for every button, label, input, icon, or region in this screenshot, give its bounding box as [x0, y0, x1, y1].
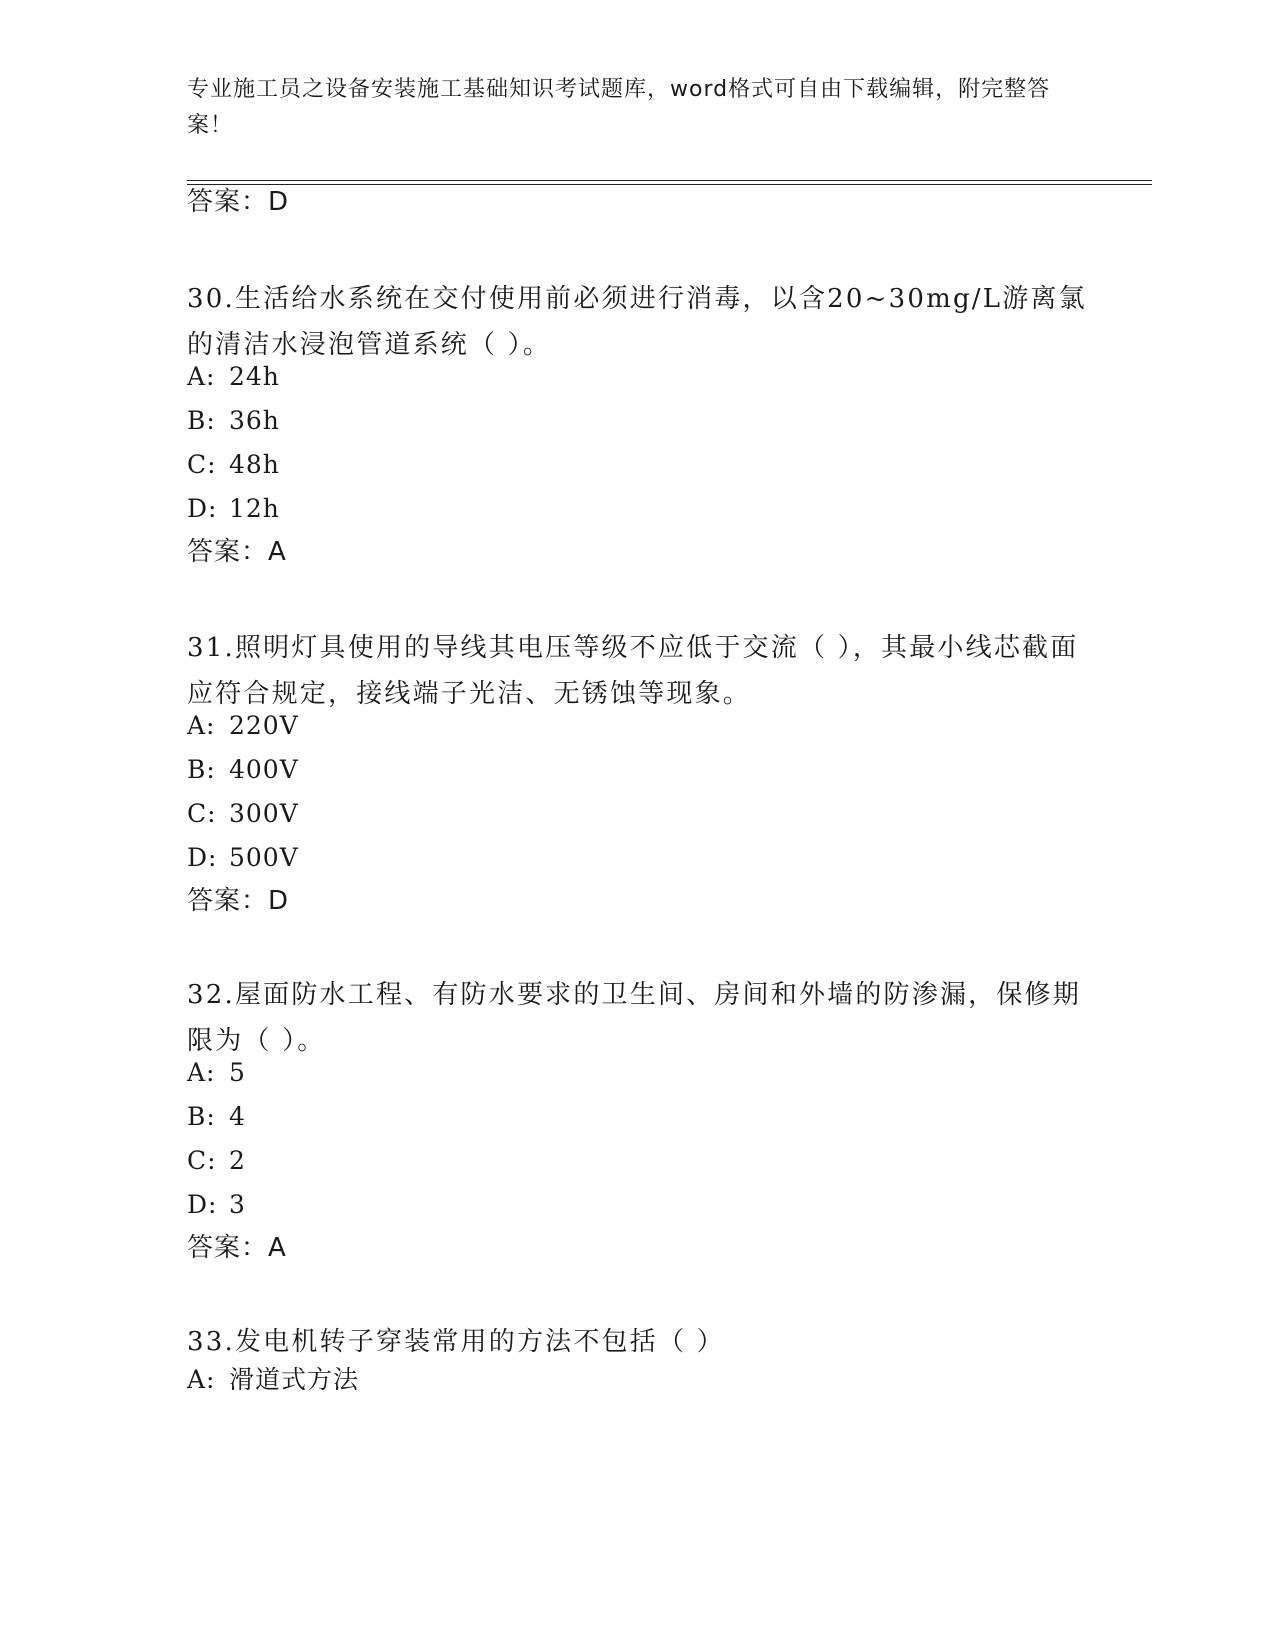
document-header: 专业施工员之设备安装施工基础知识考试题库，word格式可自由下载编辑，附完整答案！	[187, 77, 1051, 138]
question-stem: 31.照明灯具使用的导线其电压等级不应低于交流（ ），其最小线芯截面应符合规定，接线端子光洁、无锈蚀等现象。	[187, 633, 1079, 709]
option-text: 滑道式方法	[229, 1365, 360, 1394]
option-item	[187, 842, 299, 874]
option-item	[187, 1189, 246, 1221]
option-label: C:	[187, 799, 217, 828]
option-label: D:	[187, 1190, 218, 1219]
answer-line: 答案：A	[187, 1233, 287, 1263]
option-item	[187, 1364, 359, 1396]
option-label: A:	[187, 1365, 216, 1394]
question-stem: 32.屋面防水工程、有防水要求的卫生间、房间和外墙的防渗漏，保修期限为（ ）。	[187, 980, 1081, 1056]
option-label: A:	[187, 362, 216, 391]
option-text: 4	[229, 1102, 246, 1131]
option-label: B:	[187, 1102, 216, 1131]
option-item	[187, 1145, 246, 1177]
option-text: 12h	[229, 494, 280, 523]
option-text: 400V	[229, 755, 299, 784]
option-item	[187, 1101, 246, 1133]
option-label: A:	[187, 711, 216, 740]
answer-line: 答案：D	[187, 886, 290, 916]
option-label: C:	[187, 1146, 217, 1175]
option-text: 500V	[229, 843, 299, 872]
option-label: B:	[187, 406, 216, 435]
option-label: B:	[187, 755, 216, 784]
option-item	[187, 449, 280, 481]
option-text: 2	[229, 1146, 246, 1175]
option-text: 5	[229, 1058, 246, 1087]
question-stem: 33.发电机转子穿装常用的方法不包括（ ）	[187, 1327, 725, 1357]
question-stem: 30.生活给水系统在交付使用前必须进行消毒，以含20~30mg/L游离氯的清洁水浸泡管道系统（ ）。	[187, 284, 1087, 360]
option-label: D:	[187, 494, 218, 523]
option-item	[187, 361, 280, 393]
answer-line: 答案：D	[187, 187, 290, 217]
option-label: A:	[187, 1058, 216, 1087]
option-text: 24h	[229, 362, 280, 391]
option-text: 300V	[229, 799, 299, 828]
header-divider-top	[187, 180, 1152, 181]
option-label: C:	[187, 450, 217, 479]
option-text: 3	[229, 1190, 246, 1219]
option-item	[187, 710, 299, 742]
option-text: 36h	[229, 406, 280, 435]
header-divider-bottom	[187, 184, 1152, 185]
option-item	[187, 1057, 246, 1089]
option-label: D:	[187, 843, 218, 872]
option-item	[187, 405, 280, 437]
option-item	[187, 754, 299, 786]
answer-line: 答案：A	[187, 537, 287, 567]
option-text: 48h	[229, 450, 280, 479]
option-item	[187, 493, 280, 525]
option-item	[187, 798, 299, 830]
option-text: 220V	[229, 711, 299, 740]
